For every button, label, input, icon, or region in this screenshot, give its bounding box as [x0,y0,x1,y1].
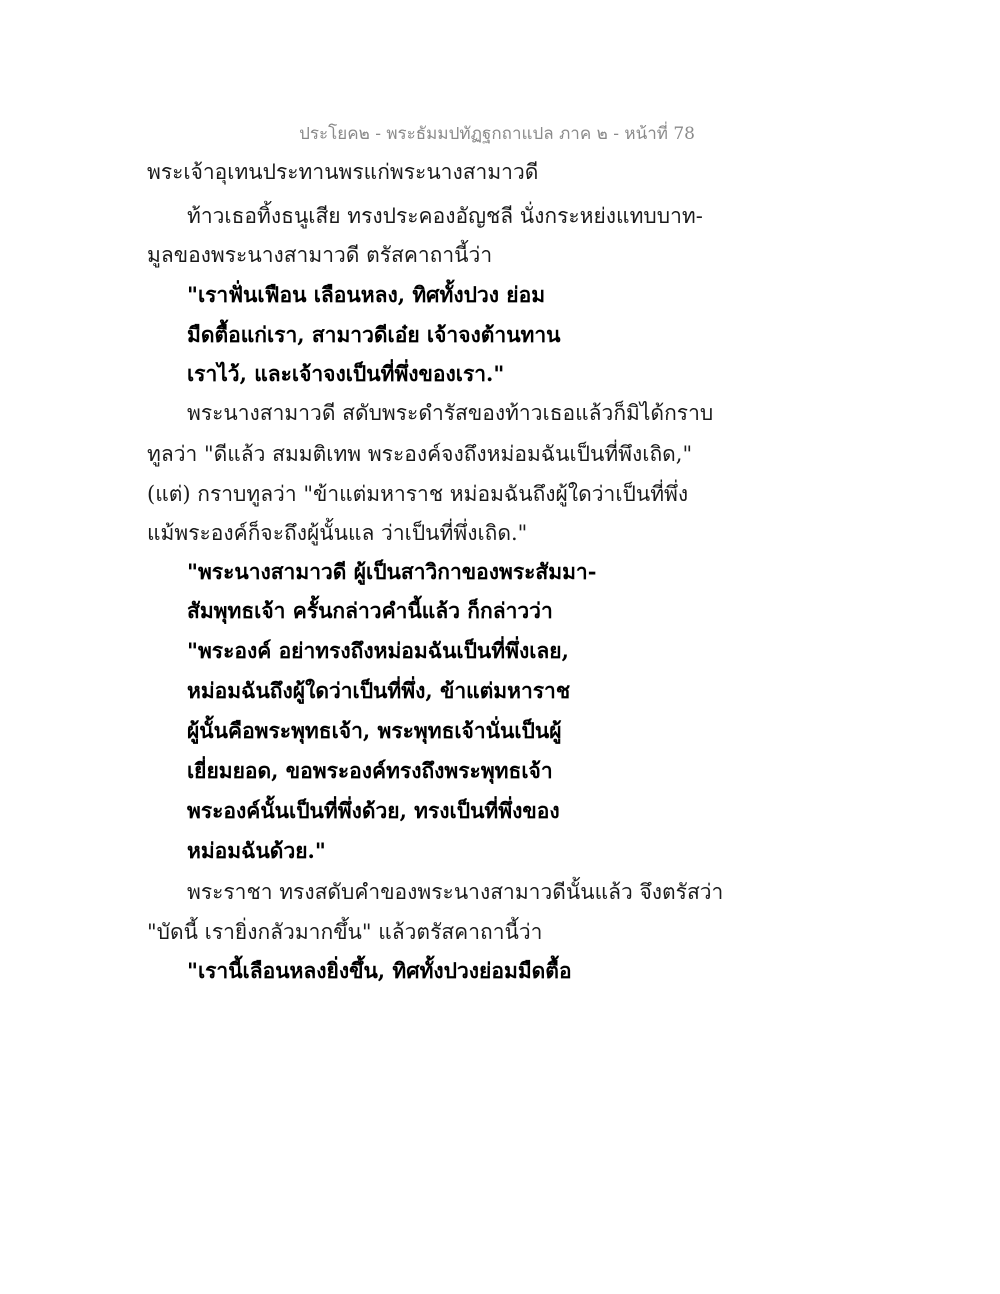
text-line-4: พระนางสามาวดี สดับพระดำรัสของท้าวเธอแล้วก็มิได้กราบ [187,401,714,425]
text-line-7: แม้พระองค์ก็จะถึงผู้นั้นแล ว่าเป็นที่พึ่งเถิด." [147,521,528,545]
text-line-2: ท้าวเธอทิ้งธนูเสีย ทรงประคองอัญชลี นั่งกระหย่งแทบบาท- [187,204,703,228]
verse-line-12: "เรานี้เลือนหลงยิ่งขึ้น, ทิศทั้งปวงย่อมมืดตื้อ [187,958,572,983]
verse-line-3: เราไว้, และเจ้าจงเป็นที่พึ่งของเรา." [187,361,505,386]
verse-line-4: "พระนางสามาวดี ผู้เป็นสาวิกาของพระสัมมา- [187,559,597,584]
text-line-8: พระราชา ทรงสดับคำของพระนางสามาวดีนั้นแล้ว จึงตรัสว่า [187,880,724,904]
verse-line-7: หม่อมฉันถึงผู้ใดว่าเป็นที่พึ่ง, ข้าแต่มหาราช [187,678,571,703]
text-line-6: (แต่) กราบทูลว่า "ข้าแต่มหาราช หม่อมฉันถึงผู้ใดว่าเป็นที่พึ่ง [147,482,689,506]
verse-line-1: "เราฟั่นเฟือน เลือนหลง, ทิศทั้งปวง ย่อม [187,282,546,307]
running-header: ประโยค๒ - พระธัมมปทัฏฐกถาแปล ภาค ๒ - หน้าที่ 78 [299,124,695,144]
verse-line-2: มืดตื้อแก่เรา, สามาวดีเอ๋ย เจ้าจงต้านทาน [187,322,561,347]
text-line-9: "บัดนี้ เรายิ่งกลัวมากขึ้น" แล้วตรัสคาถานี้ว่า [147,920,543,944]
verse-line-11: หม่อมฉันด้วย." [187,838,326,863]
text-line-3: มูลของพระนางสามาวดี ตรัสคาถานี้ว่า [147,243,493,267]
verse-line-6: "พระองค์ อย่าทรงถึงหม่อมฉันเป็นที่พึ่งเลย, [187,638,569,663]
verse-line-10: พระองค์นั้นเป็นที่พึ่งด้วย, ทรงเป็นที่พึ่งของ [187,798,560,823]
text-line-1: พระเจ้าอุเทนประทานพรแก่พระนางสามาวดี [147,160,539,184]
verse-line-8: ผู้นั้นคือพระพุทธเจ้า, พระพุทธเจ้านั่นเป็นผู้ [187,718,562,743]
verse-line-9: เยี่ยมยอด, ขอพระองค์ทรงถึงพระพุทธเจ้า [187,758,553,783]
text-line-5: ทูลว่า "ดีแล้ว สมมติเทพ พระองค์จงถึงหม่อมฉันเป็นที่พึงเถิด," [147,442,693,466]
verse-line-5: สัมพุทธเจ้า ครั้นกล่าวคำนี้แล้ว ก็กล่าวว่า [187,598,553,623]
